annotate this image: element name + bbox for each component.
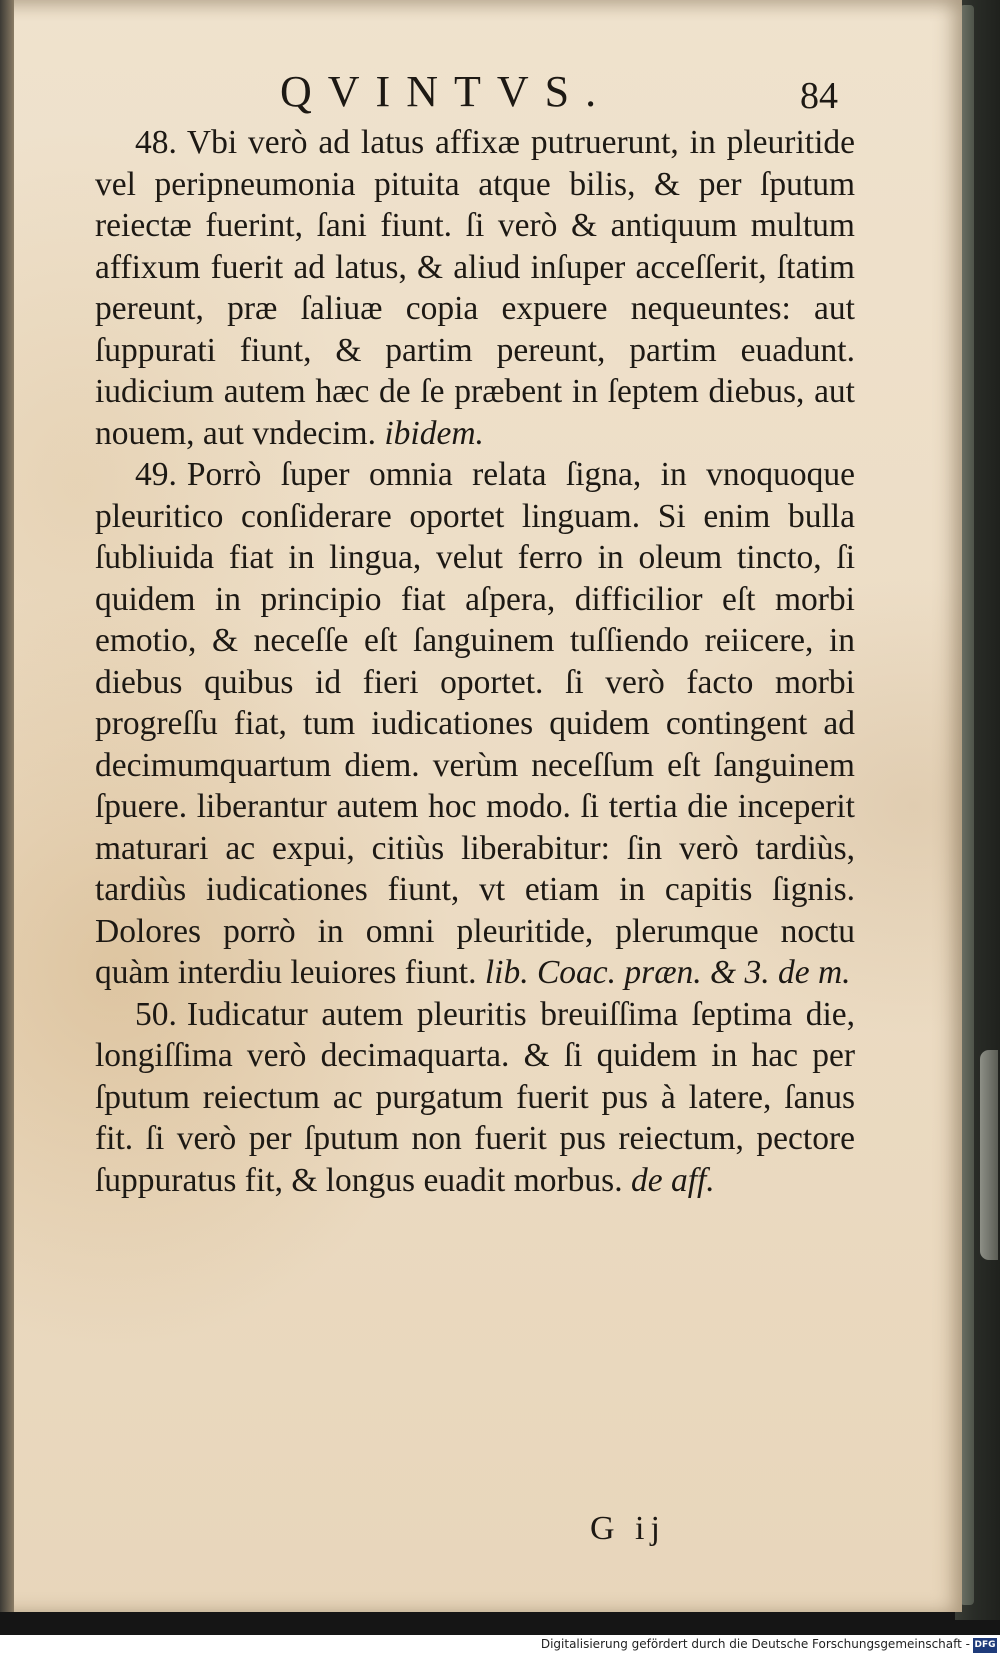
footer-credit: Digitalisierung gefördert durch die Deutsche Forschungsgemeinschaft - [540,1637,970,1651]
running-head-title: QVINTVS. [280,67,613,116]
paragraph-48 [95,122,855,454]
signature-mark: G ij [590,1510,666,1547]
paragraph-number: 50. [135,995,177,1033]
source-citation: de aff. [630,1161,715,1199]
source-citation: lib. Coac. præn. & 3. de m. [484,954,851,991]
book-clasp [980,1050,998,1260]
source-citation: ibidem. [384,414,484,452]
dfg-logo-icon: DFG [973,1638,997,1653]
paragraph-number: 48. [135,124,177,161]
running-head [95,52,855,122]
paragraph-49 [95,454,855,994]
folio-number: 84 [800,75,838,117]
paragraph-text: Porrò ſuper omnia relata ſigna, in vnoquoque pleuritico conſiderare oportet linguam. Si enim bulla ſubliuida fiat in lingua, velut ferro in oleum tincto, ſi quidem in principio fiat aſpera, difficilior eſt morbi emotio, & neceſſe eſt ſanguinem tuſſiendo reiicere, in diebus quibus id fieri oportet. ſi verò facto morbi progreſſu fiat, tum iudicationes quidem contingent ad decimumquartum diem. verùm neceſſum eſt ſanguinem ſpuere. liberantur autem hoc modo. ſi tertia die inceperit maturari ac expui, citiùs liberabitur: ſin verò tardiùs, tardiùs iudicationes fiunt, vt etiam in capitis ſignis. Dolores porrò in omni pleuritide, plerumque noctu quàm interdiu leuiores fiunt. [95,456,855,991]
digitization-footer [0,1635,1000,1657]
paragraph-text: Iudicatur autem pleuritis breuiſſima ſeptima die, longiſſima verò decimaquarta. & ſi quidem in hac per ſputum reiectum ac purgatum fuerit pus à latere, ſanus fit. ſi verò per ſputum non fuerit pus reiectum, pectore ſuppuratus fit, & longus euadit morbus. [95,995,855,1199]
paragraph-number: 49. [135,456,177,493]
page-gutter [0,0,14,1612]
paragraph-text: Vbi verò ad latus affixæ putruerunt, in pleuritide vel peripneumonia pituita atque bilis, & per ſputum reiectæ fuerint, ſani fiunt. ſi verò & antiquum multum affixum fuerit ad latus, & aliud inſuper acceſſerit, ſtatim pereunt, præ ſaliuæ copia expuere nequeuntes: aut ſuppurati fiunt, & partim pereunt, partim euadunt. iudicium autem hæc de ſe præbent in ſeptem diebus, aut nouem, aut vndecim. [95,124,855,452]
book-board-edge [960,5,974,1605]
paragraph-50 [95,994,855,1202]
text-block [95,52,855,1201]
